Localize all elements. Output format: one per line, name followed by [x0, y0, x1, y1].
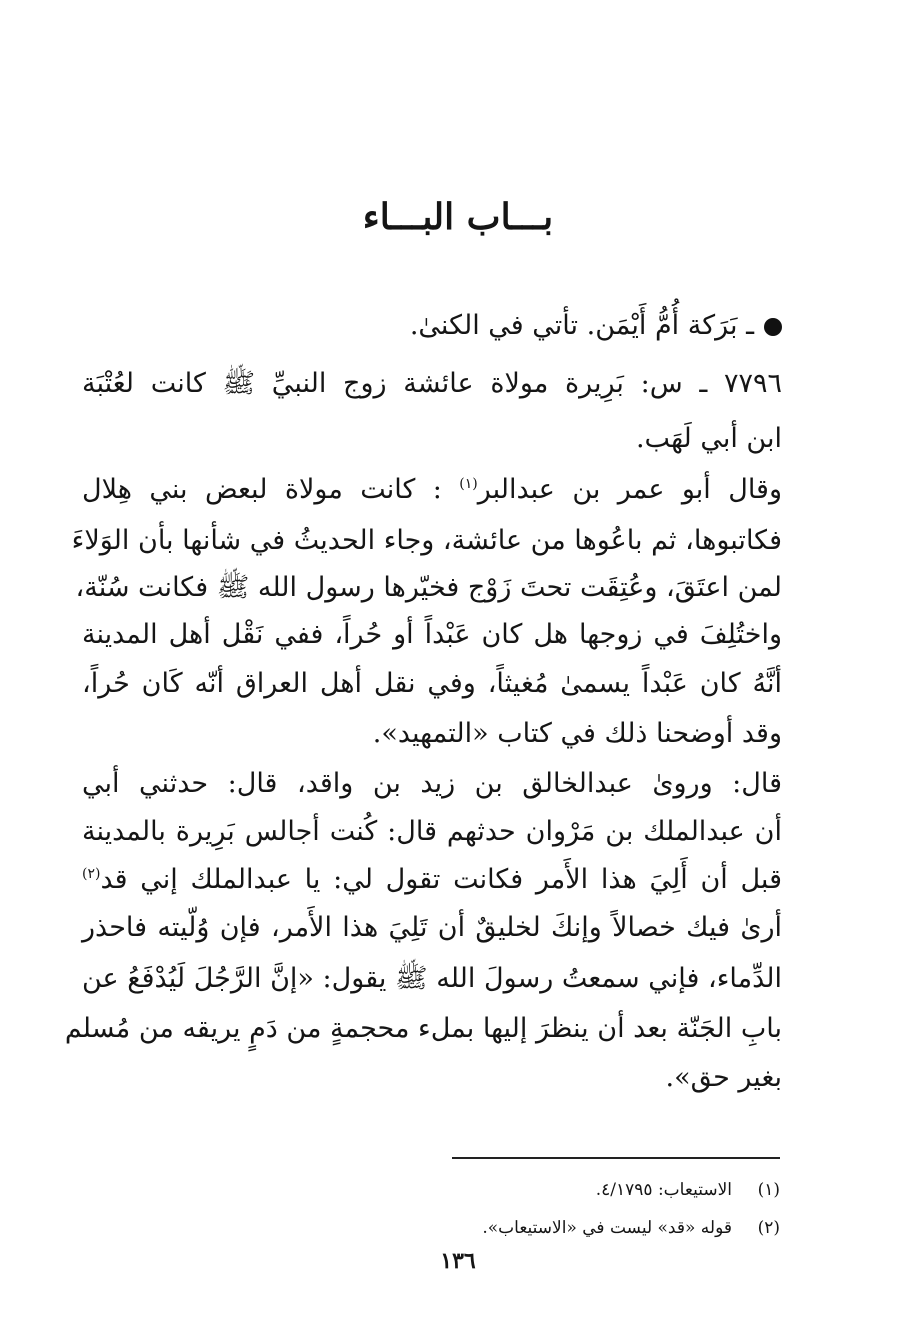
body-line — [82, 476, 782, 503]
footnote-number: (٢) — [757, 1218, 780, 1238]
body-line: لمن اعتَقَ، وعُتِقَت تحتَ زَوْج فخيّرها رسول الله ﷺ فكانت سُنّة، — [75, 572, 782, 603]
footnote-number: (١) — [757, 1180, 780, 1200]
body-line: أنَّهُ كان عَبْداً يسمىٰ مُغيثاً، وفي نقل أهل العراق أنّه كَان حُراً، — [82, 668, 782, 699]
entry-line: ٧٧٩٦ ـ س: بَرِيرة مولاة عائشة زوج النبيِّ ﷺ كانت لعُتْبَة — [82, 368, 782, 399]
body-line: قال: وروىٰ عبدالخالق بن زيد بن واقد، قال: حدثني أبي — [82, 768, 782, 799]
text-segment: قبل أن أَلِيَ هذا الأَمر فكانت تقول لي: يا عبدالملك إني قد — [100, 864, 782, 895]
body-line: الدِّماء، فإني سمعتُ رسولَ الله ﷺ يقول: «إنَّ الرَّجُلَ لَيُدْفَعُ عن — [82, 963, 782, 994]
chapter-title: بـــاب البـــاء — [362, 196, 554, 238]
entry-line: ابن أبي لَهَب. — [635, 423, 782, 454]
body-line: أن عبدالملك بن مَرْوان حدثهم قال: كُنت أجالس بَرِيرة بالمدينة — [82, 816, 782, 847]
footnote-ref-1: (١) — [459, 476, 478, 492]
footnote-text: قوله «قد» ليست في «الاستيعاب». — [482, 1218, 732, 1238]
body-line: بابِ الجَنّة بعد أن ينظرَ إليها بملء محجمةٍ من دَمٍ يريقه من مُسلم — [64, 1013, 782, 1044]
footnote-text: الاستيعاب: ٤/١٧٩٥. — [595, 1180, 732, 1200]
text-segment: : كانت مولاة لبعض بني هِلال — [82, 474, 442, 505]
footnote-1 — [420, 1180, 780, 1200]
bullet-icon — [764, 318, 782, 336]
footnote-ref-2: (٢) — [82, 866, 101, 882]
body-line: وقد أوضحنا ذلك في كتاب «التمهيد». — [372, 718, 782, 749]
entry-line: ـ بَرَكة أُمُّ أَيْمَن. تأتي في الكنىٰ. — [82, 312, 782, 339]
body-line — [82, 866, 782, 893]
text-segment: وقال أبو عمر بن عبدالبر — [477, 474, 782, 505]
page-number: ١٣٦ — [440, 1248, 476, 1274]
body-line: واختُلِفَ في زوجها هل كان عَبْداً أو حُراً، ففي نَقْل أهل المدينة — [82, 619, 782, 650]
body-line: أرىٰ فيك خصالاً وإنكَ لخليقٌ أن تَلِيَ هذا الأَمر، فإن وُلّيته فاحذر — [82, 912, 782, 943]
footnote-2 — [420, 1218, 780, 1238]
body-line: فكاتبوها، ثم باعُوها من عائشة، وجاء الحديثُ في شأنها بأن الوَلاءَ — [71, 525, 782, 556]
body-line: بغير حق». — [665, 1062, 782, 1093]
footnote-separator — [452, 1157, 780, 1159]
